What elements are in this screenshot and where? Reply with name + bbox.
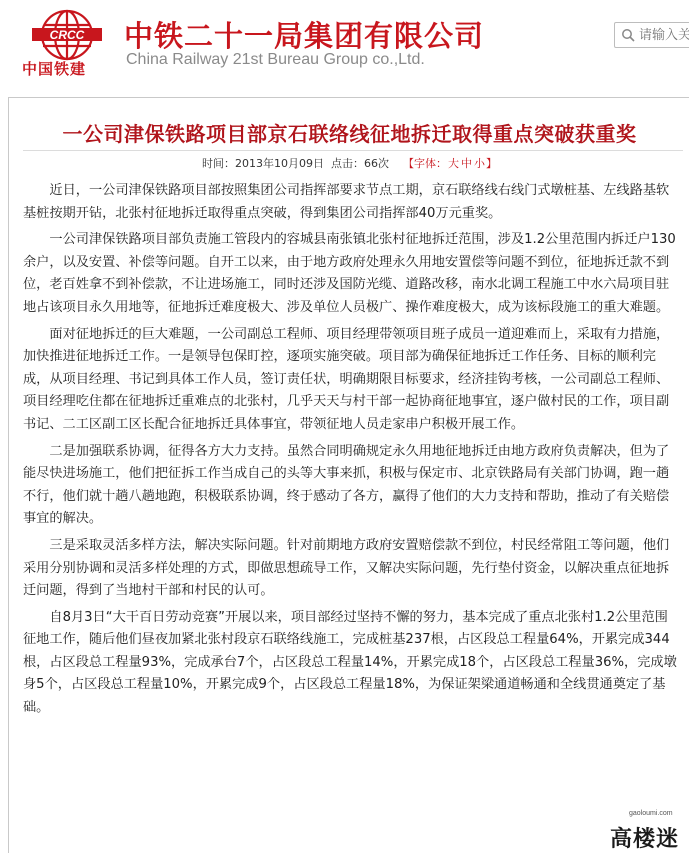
article-title: 一公司津保铁路项目部京石联络线征地拆迁取得重点突破获重奖 [62, 122, 637, 146]
clicks-value: 66次 [364, 157, 389, 170]
svg-text:CRCC: CRCC [49, 28, 85, 42]
site-header [0, 0, 689, 88]
font-medium-link[interactable]: 中 [461, 157, 472, 170]
font-size-label: 【字体： [403, 157, 447, 170]
watermark-url: gaoloumi.com [629, 810, 673, 817]
search-input[interactable] [639, 26, 689, 44]
search-icon[interactable] [621, 28, 635, 42]
article-paragraph: 二是加强联系协调，征得各方大力支持。虽然合同明确规定永久用地征地拆迁由地方政府负责解决，但为了能尽快进场施工，他们把征拆工作当成自己的头等大事来抓，积极与保定市、北京铁路局有关部门协调，跑一趟不行，他们就十趟八趟地跑，积极联系协调，终于感动了各方，赢得了他们的大力支持和帮助，推动了有关赔偿事宜的解决。 [23, 443, 670, 527]
company-name-cn[interactable]: 中铁二十一局集团有限公司 [124, 19, 485, 53]
watermark-logo: 高楼迷 [610, 827, 680, 852]
font-small-link[interactable]: 小 [474, 157, 485, 170]
logo-caption: 中国铁建 [22, 60, 87, 78]
search-box[interactable] [614, 22, 689, 48]
font-size-close: 】 [486, 157, 497, 170]
time-value: 2013年10月09日 [235, 157, 324, 170]
article-panel [8, 97, 689, 853]
clicks-label: 点击： [331, 157, 364, 170]
time-label: 时间： [202, 157, 235, 170]
article-paragraph: 面对征地拆迁的巨大难题，一公司副总工程师、项目经理带领项目班子成员一道迎难而上，采取有力措施，加快推进征地拆迁工作。一是领导包保盯控，逐项实施突破。项目部为确保征地拆迁工作任务、目标的顺利完成，从项目经理、书记到具体工作人员，签订责任状，明确期限目标要求，经济挂钩考核，一公司副总工程师、项目经理吃住都在征地拆迁重难点的北张村，几乎天天与村干部一起协商征地事宜，逐户做村民的工作，项目副书记、二工区副工区长配合征地拆迁具体事宜，带领征地人员走家串户积极开展工作。 [23, 326, 670, 432]
site-watermark [606, 810, 689, 853]
company-name-en: China Railway 21st Bureau Group co.,Ltd. [126, 51, 425, 68]
title-divider [23, 150, 683, 151]
font-large-link[interactable]: 大 [448, 157, 459, 170]
article-paragraph: 近日，一公司津保铁路项目部按照集团公司指挥部要求节点工期，京石联络线右线门式墩桩基、左线路基软基桩按期开钻，北张村征地拆迁取得重点突破，得到集团公司指挥部40万元重奖。 [23, 183, 670, 221]
article-paragraph: 自8月3日“大干百日劳动竞赛”开展以来，项目部经过坚持不懈的努力，基本完成了重点北张村1.2公里范围征地工作，随后他们昼夜加紧北张村段京石联络线施工，完成桩基237根，占区段总工程量64%，开累完成344根，占区段总工程量93%，完成承台7个，占区段总工程量14%，开累完成18个，占区段总工程量36%，完成墩身5个，占区段总工程量10%，开累完成9个，占区段总工程量18%，为保证架梁通道畅通和全线贯通奠定了基础。 [23, 609, 677, 716]
article-paragraph: 一公司津保铁路项目部负责施工管段内的容城县南张镇北张村征地拆迁范围，涉及1.2公里范围内拆迁户130余户，以及安置、补偿等问题。自开工以来，由于地方政府处理永久用地安置偿等问题不到位，征地拆迁款不到位，老百姓拿不到补偿款，不让进场施工，同时还涉及国防光缆、道路改移，南水北调工程施工中水六局项目驻地占该项目永久用地等，征地拆迁难度极大、涉及单位人员极广、操作难度极大，成为该标段施工的重大难题。 [23, 232, 676, 315]
article-meta [9, 155, 689, 171]
article-body [23, 180, 681, 724]
article-paragraph: 三是采取灵活多样方法，解决实际问题。针对前期地方政府安置赔偿款不到位，村民经常阻工等问题，他们采用分别协调和灵活多样处理的方式，即做思想疏导工作，又解决实际问题，先行垫付资金，以解决重点征地拆迁问题，得到了当地村干部和村民的认可。 [23, 537, 670, 599]
